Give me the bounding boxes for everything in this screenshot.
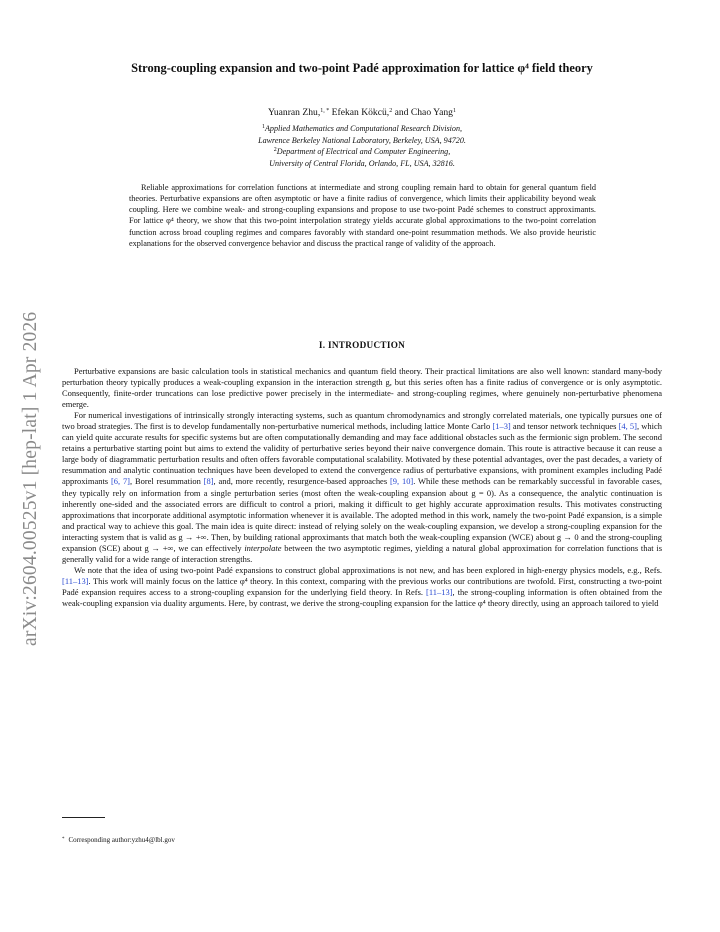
author-affil-marks: 2 (389, 108, 393, 114)
citation-link[interactable]: [1–3] (492, 421, 511, 432)
citation-link[interactable]: [6, 7] (110, 476, 130, 487)
citation-link[interactable]: [11–13] (62, 575, 89, 586)
affiliation-number: 2 (273, 147, 277, 154)
footnote-rule (62, 817, 105, 818)
footnote-mark: * (62, 837, 65, 842)
author-name: Efekan Kökcü, (331, 107, 390, 118)
section-heading: I. INTRODUCTION (318, 340, 406, 350)
affiliation-line: $^1$Applied Mathematics and Computational Research Division, (261, 124, 463, 133)
affiliations (100, 123, 624, 169)
citation-link[interactable]: [11–13] (426, 586, 453, 597)
citation-link[interactable]: [4, 5] (618, 421, 637, 432)
citation-link[interactable]: [9, 10] (389, 476, 414, 487)
author-name: Yuanran Zhu, (268, 107, 321, 118)
introduction-body (62, 366, 662, 609)
paragraph: Perturbative expansions are basic calculation tools in statistical mechanics and quantum field theory. Their practical limitations are also well known: standard many-body perturbation theory typically produces a weak-coupling expansion in the interaction strength g, but this series often has a finite radius of convergence or is only asymptotic. Consequently, finite-order truncations can lose predictive power precisely in the intermediate- and strong-coupling regimes, where genuinely non-perturbative phenomena emerge. (62, 366, 662, 410)
paper-title: Strong-coupling expansion and two-point Padé approximation for lattice φ⁴ field theory (131, 61, 593, 75)
author-conjunction: and (394, 107, 409, 118)
footnote (62, 836, 175, 844)
emphasis-text: interpolate (244, 542, 282, 553)
affiliation-number: 1 (261, 124, 265, 130)
author-list (80, 107, 644, 118)
paragraph: We note that the idea of using two-point Padé expansions to construct global approximations is not new, and has been explored in high-energy physics models, e.g., Refs. [11–13]. This work will mainly focus on the lattice φ⁴ theory. In this context, comparing with the previous works our contributions are twofold. First, constructing a two-point Padé expansion requires access to a strong-coupling expansion for the underlying field theory. In Refs. [11–13], the strong-coupling information is often obtained from the weak-coupling expansion via duality arguments. Here, by contrast, we derive the strong-coupling expansion for the lattice φ⁴ theory directly, using an approach tailored to yield (62, 564, 662, 608)
abstract: Reliable approximations for correlation functions at intermediate and strong coupling remain hard to obtain for general quantum field theories. Perturbative expansions are often asymptotic or have a finite radius of convergence, which limits their applicability beyond weak coupling. Here we combine weak- and strong-coupling expansions and propose to use two-point Padé schemes to construct approximants. For lattice φ⁴ theory, we show that this two-point interpolation strategy yields accurate global approximations to the two-point correlation function across broad coupling regimes and compares favorably with standard one-point resummation methods. We also provide heuristic explanations for the observed convergence behavior and discuss the practical range of validity of the approach. (129, 183, 596, 248)
arxiv-identifier: arXiv:2604.00525v1 [hep-lat] 1 Apr 2026 (20, 311, 41, 646)
author-affil-marks: 1 (452, 108, 456, 114)
author-name: Chao Yang (410, 107, 453, 118)
paragraph: For numerical investigations of intrinsically strongly interacting systems, such as quantum chromodynamics and strongly correlated materials, one typically pursues one of two broad strategies. The first is to develop fundamentally non-perturbative numerical methods, including lattice Monte Carlo [1–3] and tensor network techniques [4, 5], which can yield quite accurate results for specific systems but are often computationally demanding and may face additional obstacles such as the fermionic sign problem. The second retains a perturbative starting point but aims to extend the validity of perturbative series beyond their naive convergence domain. This route is attractive because it can reuse a large body of diagrammatic perturbation results and often offers favorable computational scalability. Motivated by these potential advantages, over the past decades, a variety of resummation and analytic continuation techniques have been developed to extend the convergence radius of perturbative expansions, with prominent examples including Padé approximants [6, 7], Borel resummation [8], and, more recently, resurgence-based approaches [9, 10]. While these methods can be remarkably successful in favorable cases, they typically rely on information from a single perturbation series (most often the weak-coupling expansion about g = 0). As a consequence, the analytic continuation is inherently one-sided and the associated errors are difficult to control a priori, making it difficult to get highly accurate approximation results. This motivates constructing approximations that incorporate additional asymptotic information whenever it is available. The adopted method in this work, namely the two-point Padé expansion, is a simple and practical way to achieve this goal. The main idea is quite direct: instead of relying solely on the weak-coupling expansion, we develop a strong-coupling expansion for the interacting system that is valid as g → +∞. Then, by building rational approximants that match both the weak-coupling expansion (WCE) about g → 0 and the strong-coupling expansion (SCE) about g → +∞, we can effectively interpolate between the two asymptotic regimes, yielding a natural global approximation for correlation functions that is generally valid for a wide range of interaction strengths. (62, 410, 663, 564)
affiliation-line: Lawrence Berkeley National Laboratory, Berkeley, USA, 94720. (258, 135, 466, 145)
citation-link[interactable]: [8] (203, 476, 214, 487)
author-affil-marks: 1, * (320, 108, 330, 114)
affiliation-line: University of Central Florida, Orlando, FL, USA, 32816. (269, 158, 455, 168)
footnote-text: Corresponding author:yzhu4@lbl.gov (68, 836, 175, 844)
affiliation-line: $^2$Department of Electrical and Computer Engineering, (273, 147, 451, 157)
